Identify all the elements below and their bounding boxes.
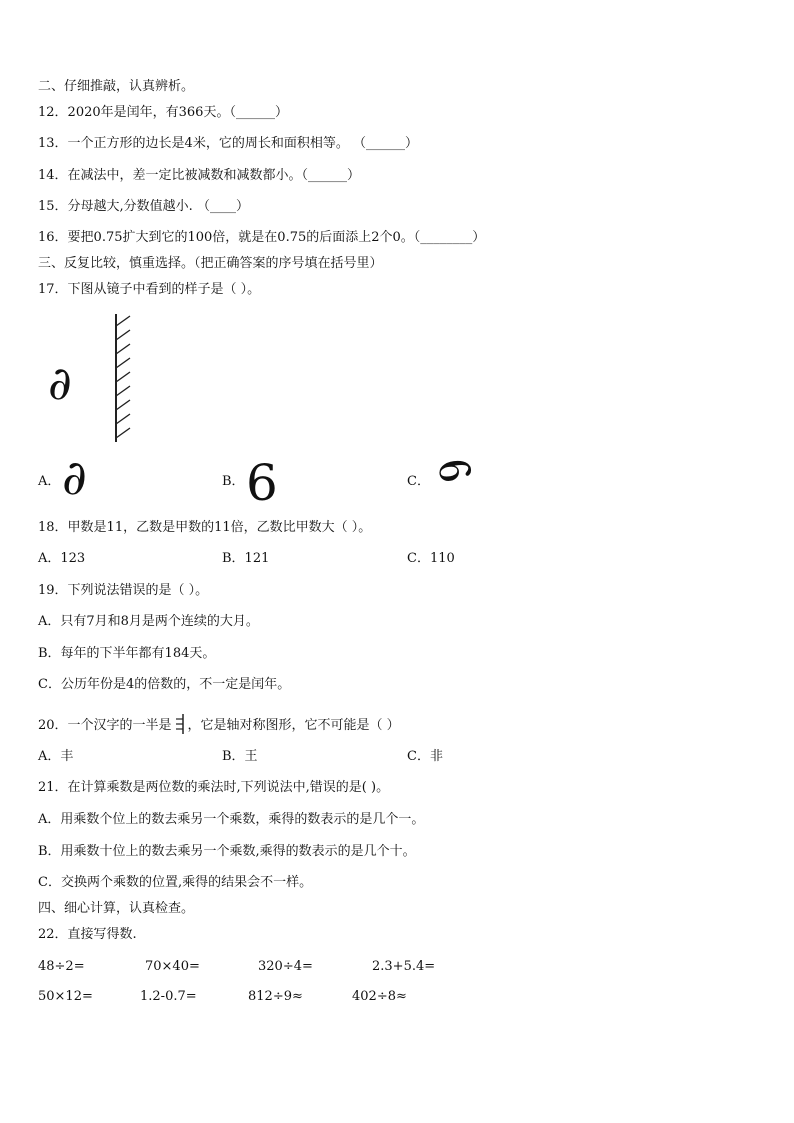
calc-item: 320÷4= — [258, 959, 313, 974]
question-14: 14．在减法中，差一定比被减数和减数都小。（______） — [38, 168, 361, 183]
q21-option-b: B．用乘数十位上的数去乘另一个乘数,乘得的数表示的是几个十。 — [38, 844, 416, 859]
q17-option-a-label: A． — [38, 474, 61, 489]
q17-option-c-label: C． — [407, 474, 430, 489]
calc-item: 812÷9≈ — [248, 989, 303, 1004]
q18-option-c: C．110 — [407, 551, 455, 566]
calc-item: 2.3+5.4= — [372, 959, 436, 974]
calc-item: 70×40= — [145, 959, 200, 974]
calc-item: 402÷8≈ — [352, 989, 407, 1004]
q19-option-c: C．公历年份是4的倍数的，不一定是闰年。 — [38, 677, 291, 692]
half-character-icon — [173, 713, 187, 735]
q21-option-c: C．交换两个乘数的位置,乘得的结果会不一样。 — [38, 875, 313, 890]
question-20-stem — [38, 713, 400, 735]
section2-header: 二、仔细推敲，认真辨析。 — [38, 79, 195, 94]
calc-item: 48÷2= — [38, 959, 85, 974]
mirror-figure-glyph: ∂ — [48, 356, 72, 410]
q20-stem-before: 20．一个汉字的一半是 — [38, 718, 172, 733]
q20-option-a: A．丰 — [38, 749, 74, 764]
calc-item: 1.2-0.7= — [140, 989, 197, 1004]
q20-option-c: C．非 — [407, 749, 443, 764]
q17-option-a-glyph: ∂ — [62, 450, 87, 506]
section3-header: 三、反复比较，慎重选择。（把正确答案的序号填在括号里） — [38, 256, 383, 271]
q17-option-b-glyph: 6 — [246, 454, 278, 512]
question-12: 12．2020年是闰年，有366天。（______） — [38, 105, 288, 120]
mirror-icon — [110, 312, 140, 444]
question-18-stem: 18．甲数是11，乙数是甲数的11倍，乙数比甲数大（ ）。 — [38, 520, 372, 535]
q18-option-a: A．123 — [38, 551, 86, 566]
calc-item: 50×12= — [38, 989, 93, 1004]
question-21-stem: 21．在计算乘数是两位数的乘法时,下列说法中,错误的是( )。 — [38, 780, 390, 795]
q17-option-b-label: B． — [222, 474, 245, 489]
question-22-stem: 22．直接写得数. — [38, 927, 137, 942]
q19-option-a: A．只有7月和8月是两个连续的大月。 — [38, 614, 259, 629]
question-17-stem: 17．下图从镜子中看到的样子是（ ）。 — [38, 282, 261, 297]
q20-stem-after: ，它是轴对称图形，它不可能是（ ） — [187, 718, 400, 733]
question-15: 15．分母越大,分数值越小. （____） — [38, 199, 249, 214]
q18-option-b: B．121 — [222, 551, 270, 566]
question-13: 13．一个正方形的边长是4米，它的周长和面积相等。 （______） — [38, 136, 418, 151]
q17-option-c-glyph: ∂ — [428, 458, 484, 484]
section4-header: 四、细心计算，认真检查。 — [38, 901, 195, 916]
q21-option-a: A．用乘数个位上的数去乘另一个乘数，乘得的数表示的是几个一。 — [38, 812, 425, 827]
q20-option-b: B．王 — [222, 749, 258, 764]
question-16: 16．要把0.75扩大到它的100倍，就是在0.75的后面添上2个0。（________） — [38, 230, 486, 245]
q19-option-b: B．每年的下半年都有184天。 — [38, 646, 216, 661]
question-19-stem: 19．下列说法错误的是（ ）。 — [38, 583, 209, 598]
